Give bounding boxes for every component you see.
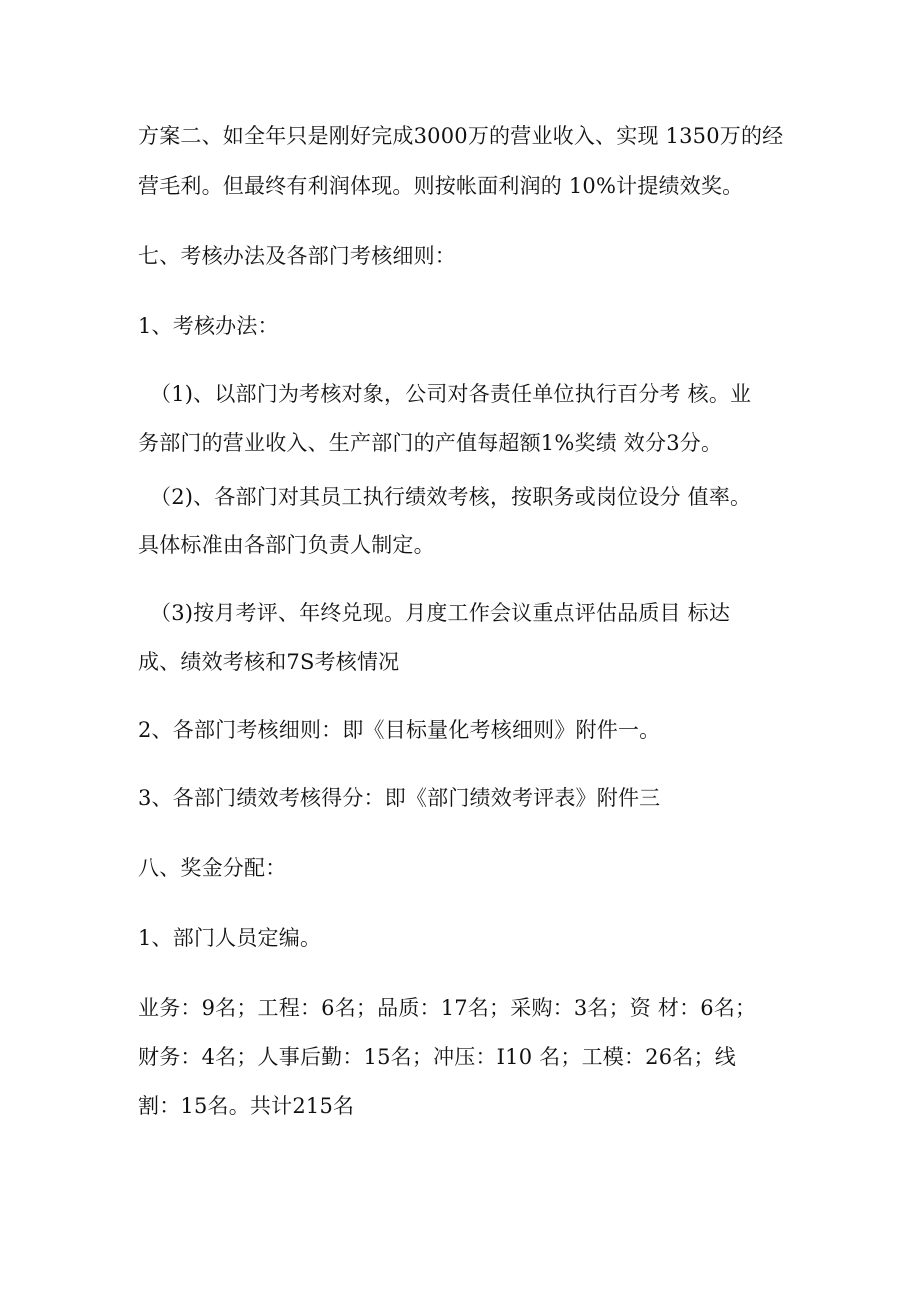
staffing-heading: 1、部门人员定编。 (138, 926, 322, 950)
staffing-line-2: 财务：4名；人事后勤：15名；冲压：I10 名；工模：26名；线 (138, 1045, 736, 1069)
assessment-method-heading: 1、考核办法： (138, 314, 279, 338)
section-eight-heading: 八、奖金分配： (138, 856, 287, 880)
department-rules-line: 2、各部门考核细则：即《目标量化考核细则》附件一。 (138, 718, 661, 742)
plan-two-line-1: 方案二、如全年只是刚好完成3000万的营业收入、实现 1350万的经 (138, 124, 784, 148)
method-item-2-line-1: （2)、各部门对其员工执行绩效考核，按职务或岗位设分 值率。 (150, 485, 752, 509)
method-item-1-line-2: 务部门的营业收入、生产部门的产值每超额1%奖绩 效分3分。 (138, 431, 723, 455)
method-item-3-line-2: 成、绩效考核和7S考核情况 (138, 650, 400, 674)
staffing-line-3: 割：15名。共计215名 (138, 1094, 355, 1118)
method-item-3-line-1: （3)按月考评、年终兑现。月度工作会议重点评估品质目 标达 (150, 601, 731, 625)
plan-two-line-2: 营毛利。但最终有利润体现。则按帐面利润的 10%计提绩效奖。 (138, 174, 744, 198)
section-seven-heading: 七、考核办法及各部门考核细则： (138, 244, 456, 268)
department-score-line: 3、各部门绩效考核得分：即《部门绩效考评表》附件三 (138, 786, 661, 810)
method-item-1-line-1: （1)、以部门为考核对象，公司对各责任单位执行百分考 核。业 (150, 382, 752, 406)
method-item-2-line-2: 具体标准由各部门负责人制定。 (138, 533, 435, 557)
staffing-line-1: 业务：9名；工程：6名；品质：17名；采购：3名；资 材：6名； (138, 996, 757, 1020)
